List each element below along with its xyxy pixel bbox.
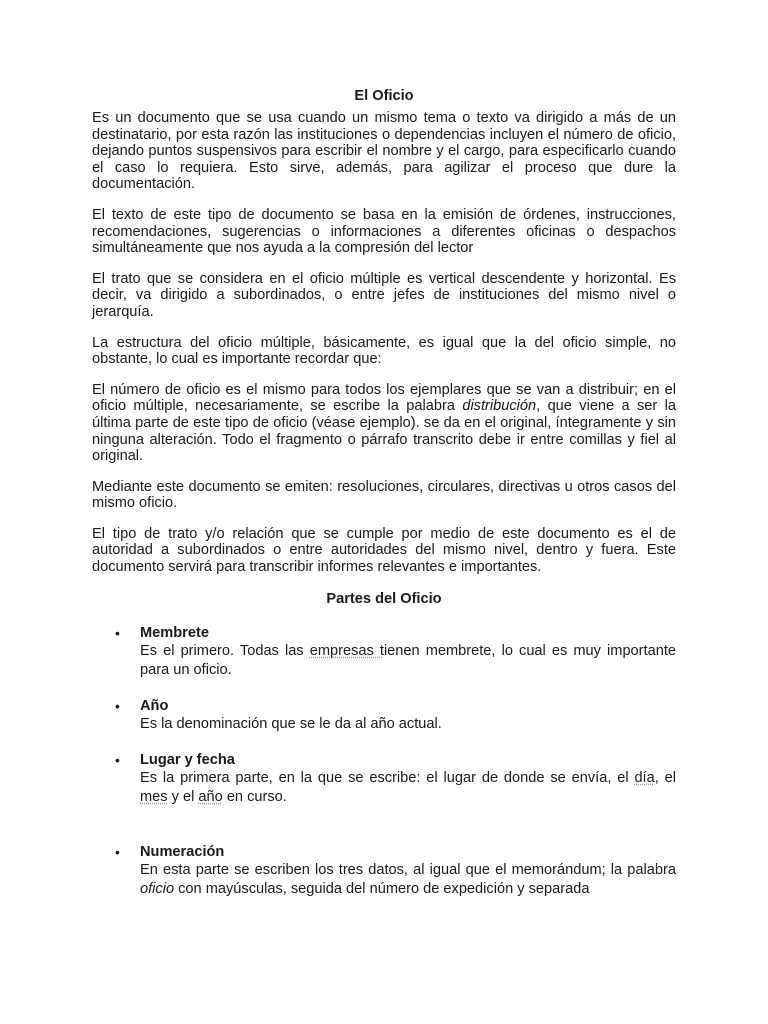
part-desc-text: ienen membrete, lo cual es muy importante para un oficio. (140, 642, 676, 678)
paragraph-5-italic: distribución (462, 398, 537, 415)
part-desc-text: en curso. (222, 788, 287, 805)
bullet-icon: • (115, 624, 120, 641)
part-desc-text: Es el primero. Todas las (140, 642, 310, 659)
bullet-icon: • (115, 843, 120, 860)
part-desc-italic: oficio (140, 880, 175, 897)
link-dia[interactable]: día (634, 769, 655, 786)
link-mes[interactable]: mes (140, 788, 168, 805)
part-description: Es la denominación que se le da al año actual. (140, 715, 442, 732)
bullet-icon: • (115, 697, 120, 714)
paragraph-6: Mediante este documento se emiten: resoluciones, circulares, directivas u otros casos del mismo oficio. (92, 478, 676, 512)
part-desc-text: con mayúsculas, seguida del número de expedición y separada (174, 880, 590, 897)
part-anio (92, 697, 676, 734)
paragraph-3: El trato que se considera en el oficio múltiple es vertical descendente y horizontal. Es decir, va dirigido a subordinados, o entre jefes de instituciones del mismo nivel o jerarquía. (92, 270, 676, 320)
link-empresas[interactable]: empresas t (309, 642, 384, 659)
part-lugar-fecha (92, 751, 676, 807)
part-description (140, 861, 676, 899)
part-description (140, 642, 676, 680)
paragraph-1: Es un documento que se usa cuando un mismo tema o texto va dirigido a más de un destinatario, por esta razón las instituciones o dependencias incluyen el número de oficio, dejando puntos suspensivos para escribir el nombre y el cargo, para especificarlo cuando el caso lo requiera. Esto sirve, además, para agilizar el proceso que dure la documentación. (92, 110, 676, 193)
part-name: Año (140, 697, 169, 714)
part-name: Lugar y fecha (140, 751, 235, 768)
part-desc-text: , el (654, 769, 677, 786)
part-desc-text: En esta parte se escriben los tres datos, al igual que el memorándum; la palabra (140, 861, 676, 878)
part-description (140, 769, 676, 807)
part-name: Numeración (140, 843, 225, 860)
paragraph-5-text-b: , que viene a ser la última parte de este tipo de oficio (véase ejemplo). se da en el original, íntegramente y sin ninguna alteración. Todo el fragmento o párrafo transcrito debe ir entre comillas y fiel al original. (92, 398, 676, 465)
document-title: El Oficio (354, 88, 414, 104)
paragraph-4: La estructura del oficio múltiple, básicamente, es igual que la del oficio simple, no obstante, lo cual es importante recordar que: (92, 334, 676, 368)
bullet-icon: • (115, 751, 120, 768)
part-membrete (92, 624, 676, 680)
part-name: Membrete (140, 624, 209, 641)
part-desc-text: Es la primera parte, en la que se escribe: el lugar de donde se envía, el (140, 769, 635, 786)
parts-title: Partes del Oficio (326, 590, 442, 607)
paragraph-2: El texto de este tipo de documento se basa en la emisión de órdenes, instrucciones, recomendaciones, sugerencias o informaciones a diferentes oficinas o despachos simultáneamente que nos ayuda a la compresión del lector (92, 206, 676, 257)
link-anio[interactable]: año (198, 788, 223, 805)
paragraph-7: El tipo de trato y/o relación que se cumple por medio de este documento es el de autoridad a subordinados o entre autoridades del mismo nivel, dentro y fuera. Este documento servirá para transcribir informes relevantes e importantes. (92, 525, 676, 576)
part-desc-text: y el (167, 788, 199, 805)
part-numeracion (92, 843, 676, 899)
paragraph-5-text-a: El número de oficio es el mismo para todos los ejemplares que se van a distribuir; en el oficio múltiple, necesariamente, se escribe la palabra (92, 381, 676, 415)
parts-list (92, 624, 676, 899)
paragraph-5 (92, 382, 676, 465)
